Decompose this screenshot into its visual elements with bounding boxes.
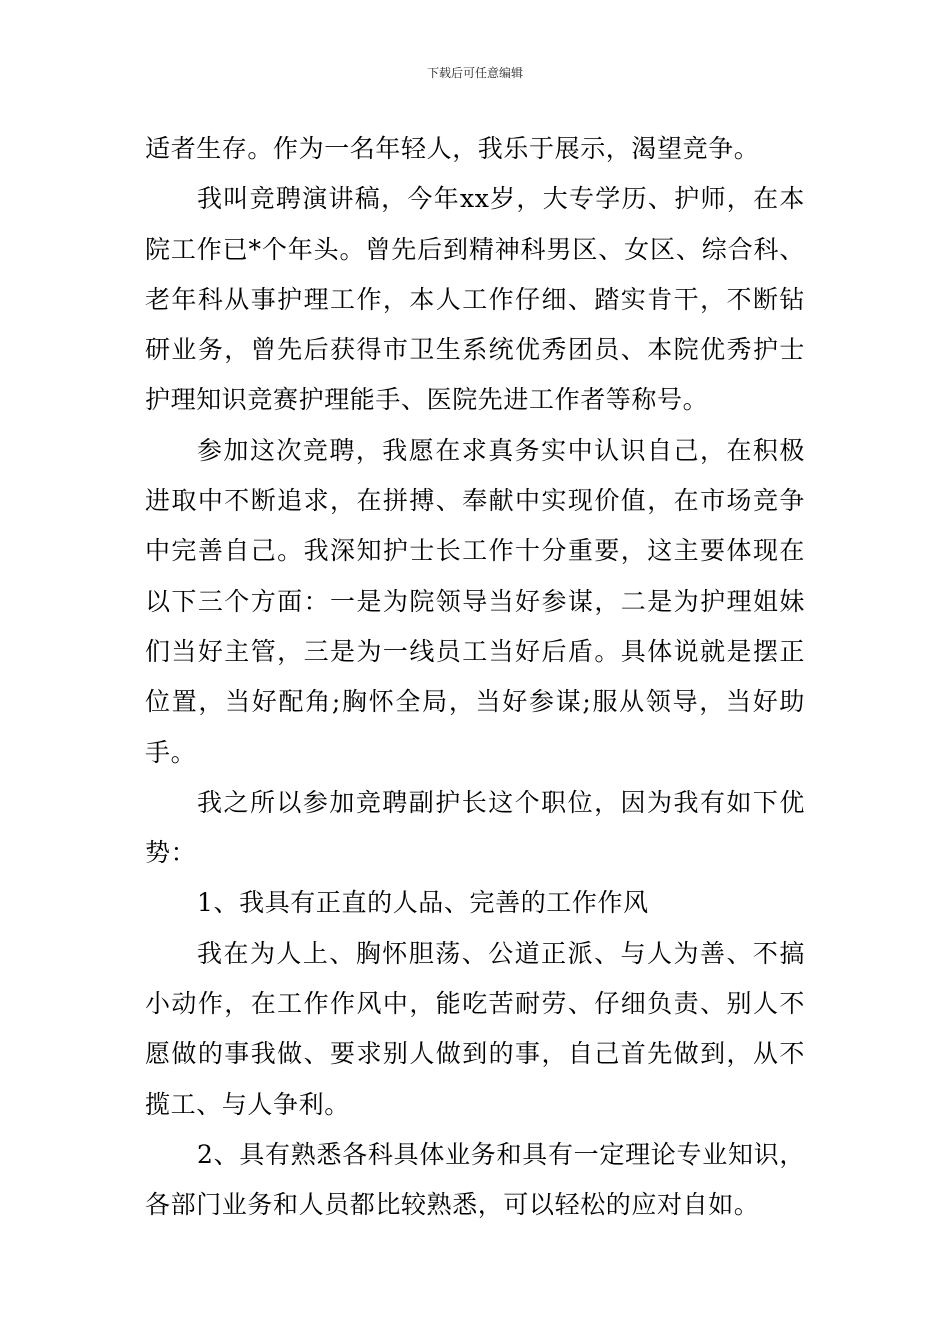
paragraph-motivation: 参加这次竞聘，我愿在求真务实中认识自己，在积极进取中不断追求，在拼搏、奉献中实现价值，在市场竞争中完善自己。我深知护士长工作十分重要，这主要体现在以下三个方面：一是为院领导当好参谋，二是为护理姐妹们当好主管，三是为一线员工当好后盾。具体说就是摆正位置，当好配角;胸怀全局，当好参谋;服从领导，当好助手。 (145, 435, 805, 767)
paragraph-point-1-heading: 1、我具有正直的人品、完善的工作作风 (197, 888, 649, 918)
page-header-note: 下载后可任意编辑 (426, 66, 523, 80)
paragraph-continuation: 适者生存。作为一名年轻人，我乐于展示，渴望竞争。 (145, 134, 760, 163)
paragraph-advantages-intro: 我之所以参加竞聘副护长这个职位，因为我有如下优势： (145, 787, 805, 868)
paragraph-point-2: 2、具有熟悉各科具体业务和具有一定理论专业知识，各部门业务和人员都比较熟悉，可以轻松的应对自如。 (145, 1139, 805, 1220)
paragraph-self-introduction: 我叫竞聘演讲稿，今年xx岁，大专学历、护师，在本院工作已*个年头。曾先后到精神科男区、女区、综合科、老年科从事护理工作，本人工作仔细、踏实肯干，不断钻研业务，曾先后获得市卫生系统优秀团员、本院优秀护士护理知识竞赛护理能手、医院先进工作者等称号。 (145, 184, 805, 415)
paragraph-point-1-body: 我在为人上、胸怀胆荡、公道正派、与人为善、不搞小动作，在工作作风中，能吃苦耐劳、仔细负责、别人不愿做的事我做、要求别人做到的事，自己首先做到，从不揽工、与人争利。 (145, 938, 805, 1119)
document-body (145, 124, 805, 1231)
